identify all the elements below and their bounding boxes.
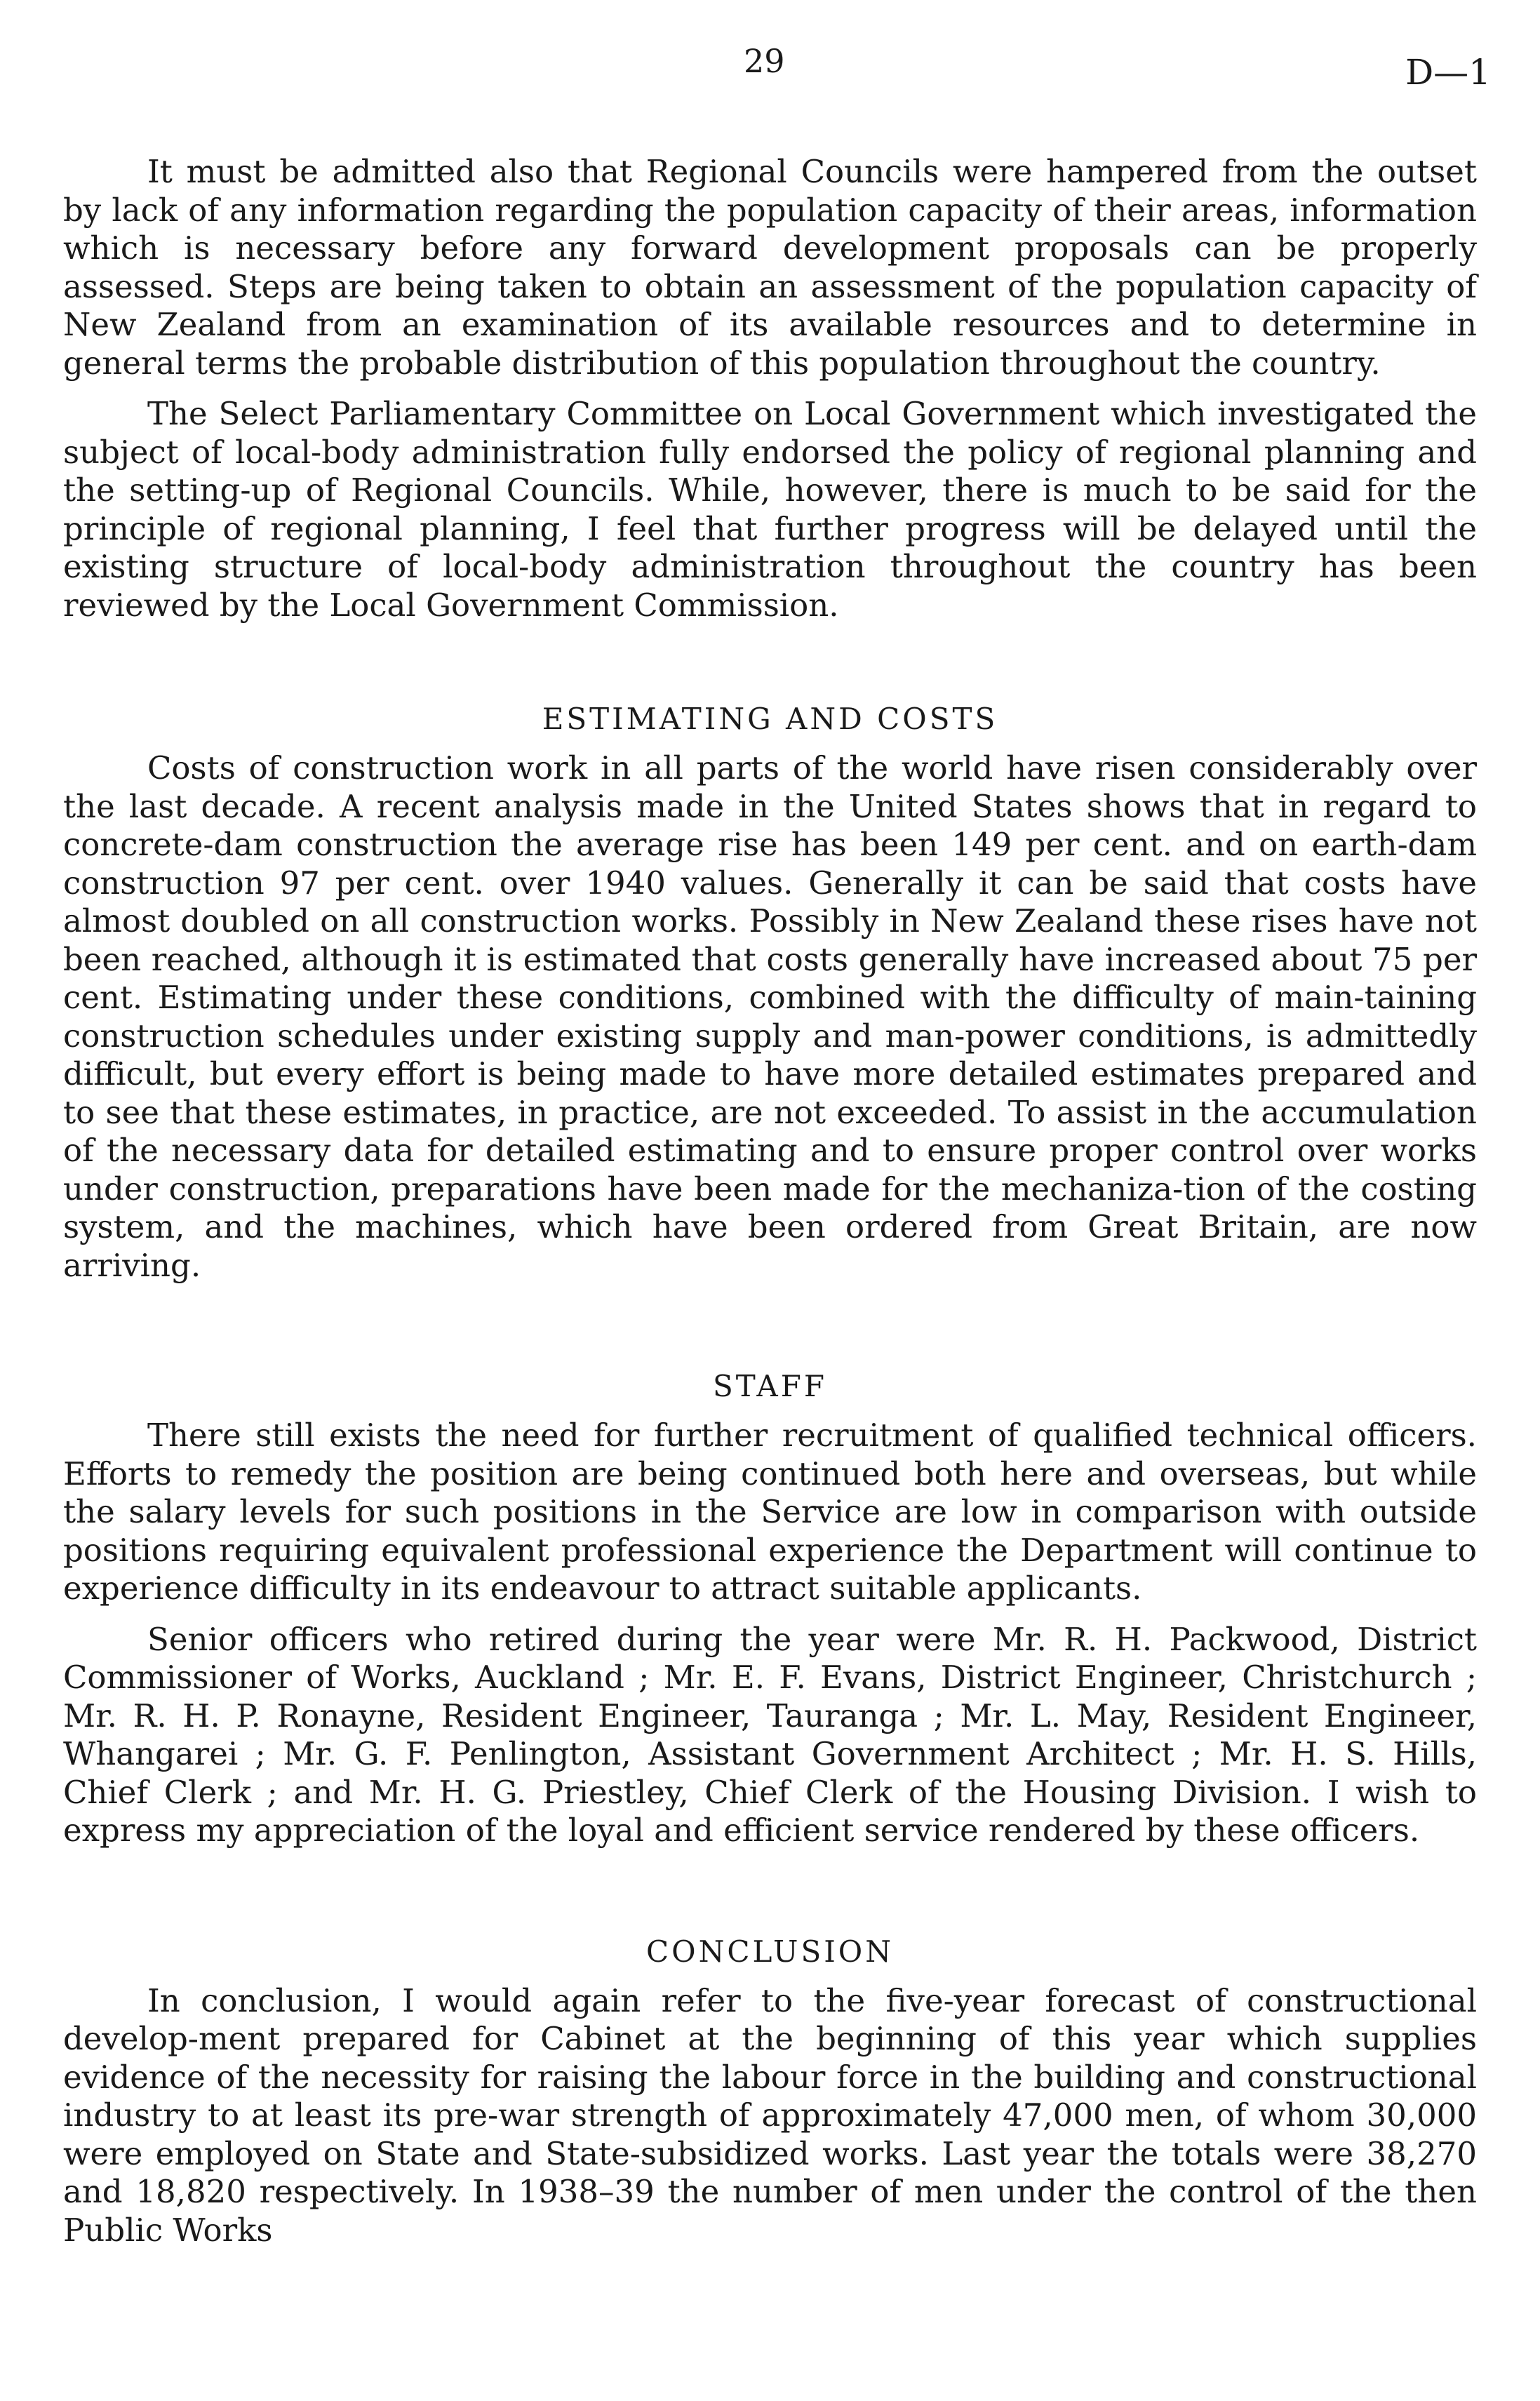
staff-section bbox=[63, 1367, 1477, 1850]
conclusion-section bbox=[63, 1933, 1477, 2250]
estimating-paragraph: Costs of construction work in all parts of the world have risen considerably over the last decade. A recent analysis made in the United States shows that in regard to concrete-dam construction the average rise has been 149 per cent. and on earth-dam construction 97 per cent. over 1940 values. Generally it can be said that costs have almost doubled on all construction works. Possibly in New Zealand these rises have not been reached, although it is estimated that costs generally have increased about 75 per cent. Estimating under these conditions, combined with the difficulty of main-taining construction schedules under existing supply and man-power conditions, is admittedly difficult, but every effort is being made to have more detailed estimates prepared and to see that these estimates, in practice, are not exceeded. To assist in the accumulation of the necessary data for detailed estimating and to ensure proper control over works under construction, preparations have been made for the mechaniza-tion of the costing system, and the machines, which have been ordered from Great Britain, are now arriving. bbox=[63, 749, 1477, 1284]
page-header bbox=[0, 42, 1540, 105]
intro-paragraph-select-committee: The Select Parliamentary Committee on Local Government which investigated the subject of local-body administration fully endorsed the policy of regional planning and the setting-up of Regional Councils. While, however, there is much to be said for the principle of regional planning, I feel that further progress will be delayed until the existing structure of local-body administration throughout the country has been reviewed by the Local Government Commission. bbox=[63, 395, 1477, 624]
staff-paragraph-retirements: Senior officers who retired during the year were Mr. R. H. Packwood, District Commissioner of Works, Auckland ; Mr. E. F. Evans, District Engineer, Christchurch ; Mr. R. H. P. Ronayne, Resident Engineer, Tauranga ; Mr. L. May, Resident Engineer, Whangarei ; Mr. G. F. Penlington, Assistant Government Architect ; Mr. H. S. Hills, Chief Clerk ; and Mr. H. G. Priestley, Chief Clerk of the Housing Division. I wish to express my appreciation of the loyal and efficient service rendered by these officers. bbox=[63, 1620, 1477, 1849]
page-number: 29 bbox=[744, 42, 785, 80]
intro-paragraph-population: It must be admitted also that Regional Councils were hampered from the outset by lack of any information regarding the population capacity of their areas, information which is necessary before any forward development proposals can be properly assessed. Steps are being taken to obtain an assessment of the population capacity of New Zealand from an examination of its available resources and to determine in general terms the probable distribution of this population throughout the country. bbox=[63, 153, 1477, 382]
conclusion-paragraph: In conclusion, I would again refer to the five-year forecast of constructional develop-ment prepared for Cabinet at the beginning of this year which supplies evidence of the necessity for raising the labour force in the building and constructional industry to at least its pre-war strength of approximately 47,000 men, of whom 30,000 were employed on State and State-subsidized works. Last year the totals were 38,270 and 18,820 respectively. In 1938–39 the number of men under the control of the then Public Works bbox=[63, 1981, 1477, 2249]
intro-section bbox=[63, 153, 1477, 624]
document-code: D—1 bbox=[1405, 52, 1491, 93]
staff-heading: STAFF bbox=[712, 1369, 828, 1403]
conclusion-heading: CONCLUSION bbox=[646, 1934, 894, 1969]
staff-paragraph-recruitment: There still exists the need for further recruitment of qualified technical officers. Efforts to remedy the position are being continued both here and overseas, but while the salary levels for such positions in the Service are low in comparison with outside positions requiring equivalent professional experience the Department will continue to experience difficulty in its endeavour to attract suitable applicants. bbox=[63, 1417, 1477, 1607]
estimating-heading: ESTIMATING AND COSTS bbox=[542, 702, 998, 736]
estimating-section bbox=[63, 700, 1477, 1285]
page-body bbox=[63, 153, 1477, 2262]
